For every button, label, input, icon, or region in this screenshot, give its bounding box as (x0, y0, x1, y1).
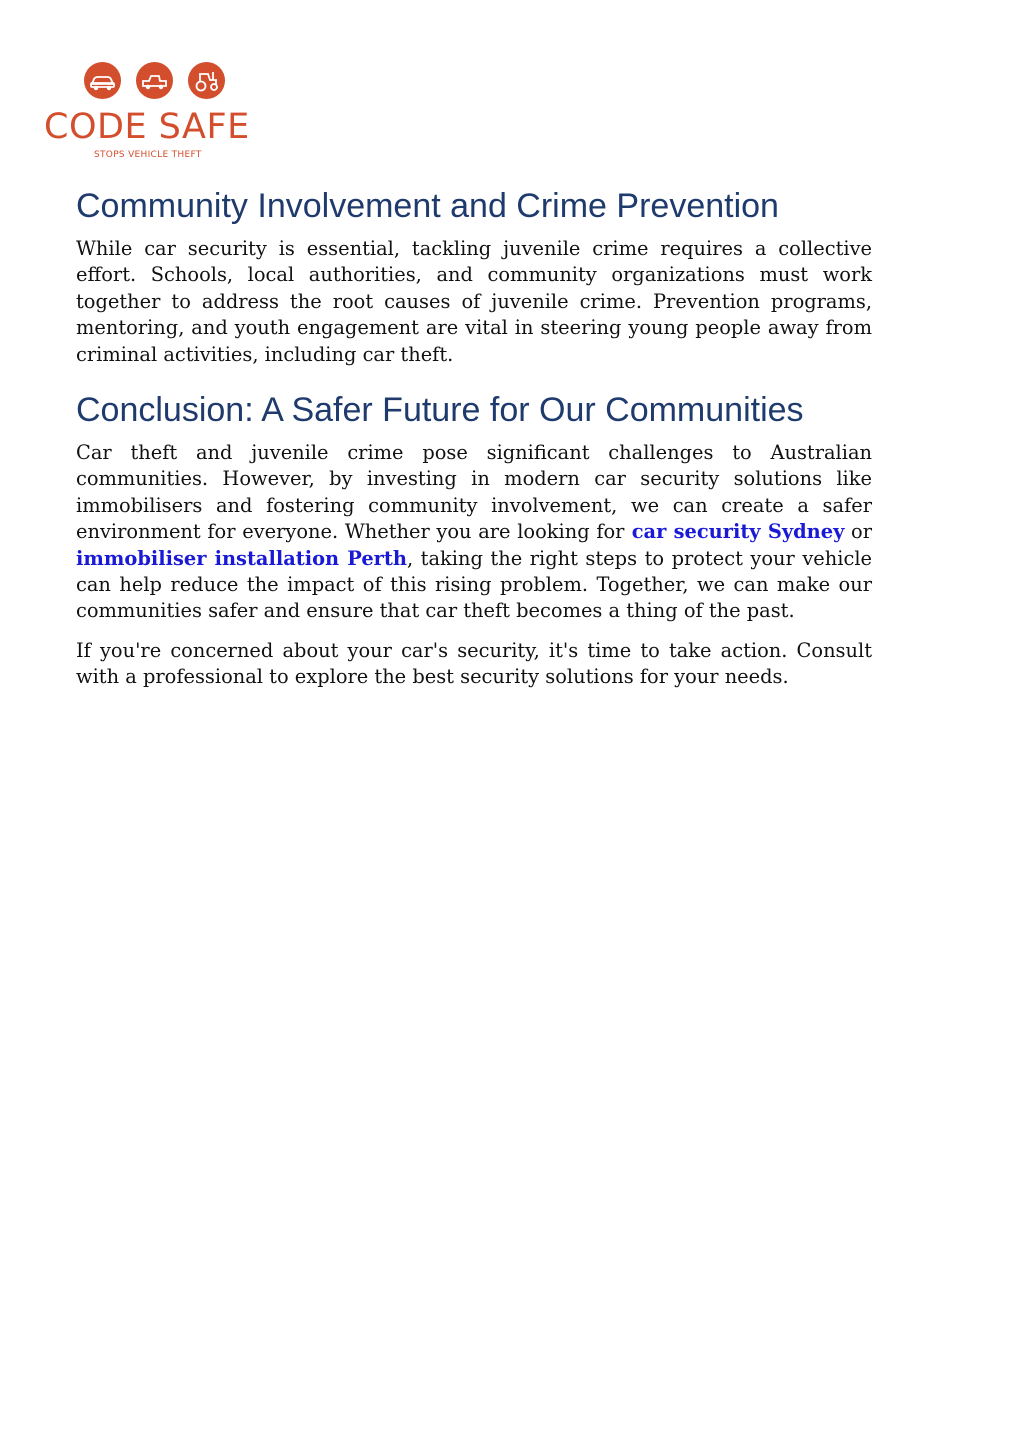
section-body-conclusion (76, 440, 872, 625)
section-body-call-to-action: If you're concerned about your car's security, it's time to take action. Consult with a professional to explore the best security solutions for your needs. (76, 638, 872, 689)
immobiliser-installation-perth-link[interactable]: immobiliser installation Perth (76, 546, 407, 570)
tractor-icon (188, 62, 225, 99)
code-safe-logo (44, 62, 248, 164)
section-heading-community: Community Involvement and Crime Prevention (76, 187, 779, 225)
car-icon (84, 62, 121, 99)
article-content (76, 180, 872, 691)
car-security-sydney-link[interactable]: car security Sydney (624, 520, 845, 544)
conclusion-text-part1: Car theft and juvenile crime pose significant challenges to Australian communities. However, by investing in modern car security solutions like immobilisers and fostering community involvement, we can create a safer environment for everyone. Whether you are looking for (76, 441, 872, 544)
conclusion-text-part2: or (844, 520, 872, 544)
ute-icon (136, 62, 173, 99)
logo-icons (84, 62, 224, 100)
section-body-community: While car security is essential, tackling juvenile crime requires a collective effort. Schools, local authorities, and community organizations must work together to address the root causes of juvenile crime. Prevention programs, mentoring, and youth engagement are vital in steering young people away from criminal activities, including car theft. (76, 237, 872, 366)
logo-wordmark: CODE SAFE (44, 107, 250, 147)
conclusion-text-part3: , taking the right steps to protect your vehicle can help reduce the impact of this rising problem. Together, we can make our communities safer and ensure that car theft becomes a thing of the past. (76, 546, 872, 623)
section-heading-conclusion: Conclusion: A Safer Future for Our Communities (76, 391, 804, 430)
logo-tagline: STOPS VEHICLE THEFT (94, 150, 202, 160)
